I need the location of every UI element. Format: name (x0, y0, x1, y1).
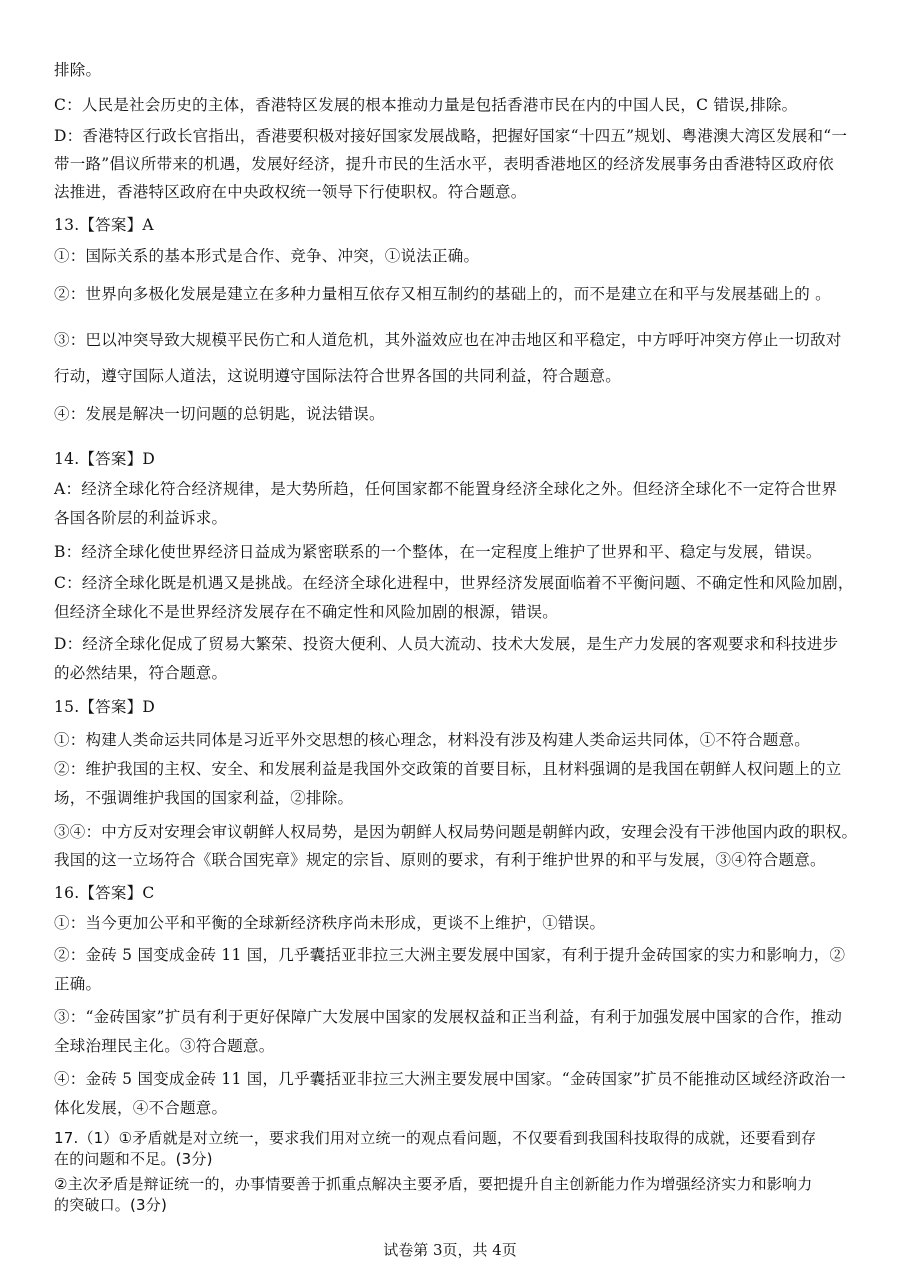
text-line: C：经济全球化既是机遇又是挑战。在经济全球化进程中，世界经济发展面临着不平衡问题、不确定性和风险加剧， (54, 574, 854, 592)
text-line: ②：维护我国的主权、安全、和发展利益是我国外交政策的首要目标，且材料强调的是我国在朝鲜人权问题上的立 (54, 760, 842, 778)
text-line: ③④：中方反对安理会审议朝鲜人权局势，是因为朝鲜人权局势问题是朝鲜内政，安理会没有干涉他国内政的职权。 (54, 823, 858, 841)
text-line: 场，不强调维护我国的国家利益，②排除。 (54, 789, 354, 807)
text-line: 17.（1）①矛盾就是对立统一，要求我们用对立统一的观点看问题，不仅要看到我国科技取得的成就，还要看到存 (54, 1129, 817, 1147)
text-line: D：经济全球化促成了贸易大繁荣、投资大便利、人员大流动、技术大发展，是生产力发展的客观要求和科技进步 (54, 635, 839, 653)
text-line: ②：金砖 5 国变成金砖 11 国，几乎囊括亚非拉三大洲主要发展中国家，有利于提升金砖国家的实力和影响力，② (54, 946, 846, 964)
text-line: ①：国际关系的基本形式是合作、竞争、冲突，①说法正确。 (54, 247, 480, 265)
page-footer: 试卷第 3页，共 4页 (383, 1241, 517, 1259)
text-line: ④：金砖 5 国变成金砖 11 国，几乎囊括亚非拉三大洲主要发展中国家。“金砖国家”扩员不能推动区域经济政治一 (54, 1070, 846, 1088)
text-line: ④：发展是解决一切问题的总钥匙，说法错误。 (54, 405, 385, 423)
text-line: 带一路”倡议所带来的机遇，发展好经济，提升市民的生活水平，表明香港地区的经济发展事务由香港特区政府依 (54, 155, 834, 173)
text-line: ③：巴以冲突导致大规模平民伤亡和人道危机，其外溢效应也在冲击地区和平稳定，中方呼吁冲突方停止一切敌对 (54, 331, 842, 349)
text-line: 正确。 (54, 975, 102, 993)
text-line: 体化发展，④不合题意。 (54, 1099, 228, 1117)
text-line: 的必然结果，符合题意。 (54, 664, 228, 682)
text-line: 法推进，香港特区政府在中央政权统一领导下行使职权。符合题意。 (54, 183, 527, 201)
text-line: ①：构建人类命运共同体是习近平外交思想的核心理念，材料没有涉及构建人类命运共同体，①不符合题意。 (54, 731, 811, 749)
text-line: A：经济全球化符合经济规律，是大势所趋，任何国家都不能置身经济全球化之外。但经济全球化不一定符合世界 (54, 480, 838, 498)
text-line: B：经济全球化使世界经济日益成为紧密联系的一个整体，在一定程度上维护了世界和平、稳定与发展，错误。 (54, 543, 822, 561)
text-line: ②：世界向多极化发展是建立在多种力量相互依存又相互制约的基础上的，而不是建立在和平与发展基础上的 。 (54, 285, 831, 303)
text-line: 全球治理民主化。③符合题意。 (54, 1037, 275, 1055)
text-line: 16.【答案】C (54, 884, 155, 902)
text-line: 但经济全球化不是世界经济发展存在不确定性和风险加剧的根源，错误。 (54, 603, 559, 621)
text-line: 排除。 (54, 61, 102, 79)
text-line: 我国的这一立场符合《联合国宪章》规定的宗旨、原则的要求，有利于维护世界的和平与发展，③④符合题意。 (54, 851, 826, 869)
text-line: 在的问题和不足。(3分) (54, 1150, 213, 1168)
text-line: 各国各阶层的利益诉求。 (54, 509, 228, 527)
text-line: D：香港特区行政长官指出，香港要积极对接好国家发展战略，把握好国家“十四五”规划、粤港澳大湾区发展和“一 (54, 127, 848, 145)
text-line: 的突破口。(3分) (54, 1196, 168, 1214)
text-line: 15.【答案】D (54, 698, 156, 716)
text-line: ③：“金砖国家”扩员有利于更好保障广大发展中国家的发展权益和正当利益，有利于加强发展中国家的合作，推动 (54, 1008, 843, 1026)
text-line: 14.【答案】D (54, 450, 156, 468)
text-line: C：人民是社会历史的主体，香港特区发展的根本推动力量是包括香港市民在内的中国人民，C 错误,排除。 (54, 96, 798, 114)
text-line: ①：当今更加公平和平衡的全球新经济秩序尚未形成，更谈不上维护，①错误。 (54, 914, 606, 932)
text-line: 13.【答案】A (54, 216, 154, 234)
text-line: 行动，遵守国际人道法，这说明遵守国际法符合世界各国的共同利益，符合题意。 (54, 367, 622, 385)
text-line: ②主次矛盾是辩证统一的，办事情要善于抓重点解决主要矛盾，要把提升自主创新能力作为增强经济实力和影响力 (54, 1175, 813, 1193)
